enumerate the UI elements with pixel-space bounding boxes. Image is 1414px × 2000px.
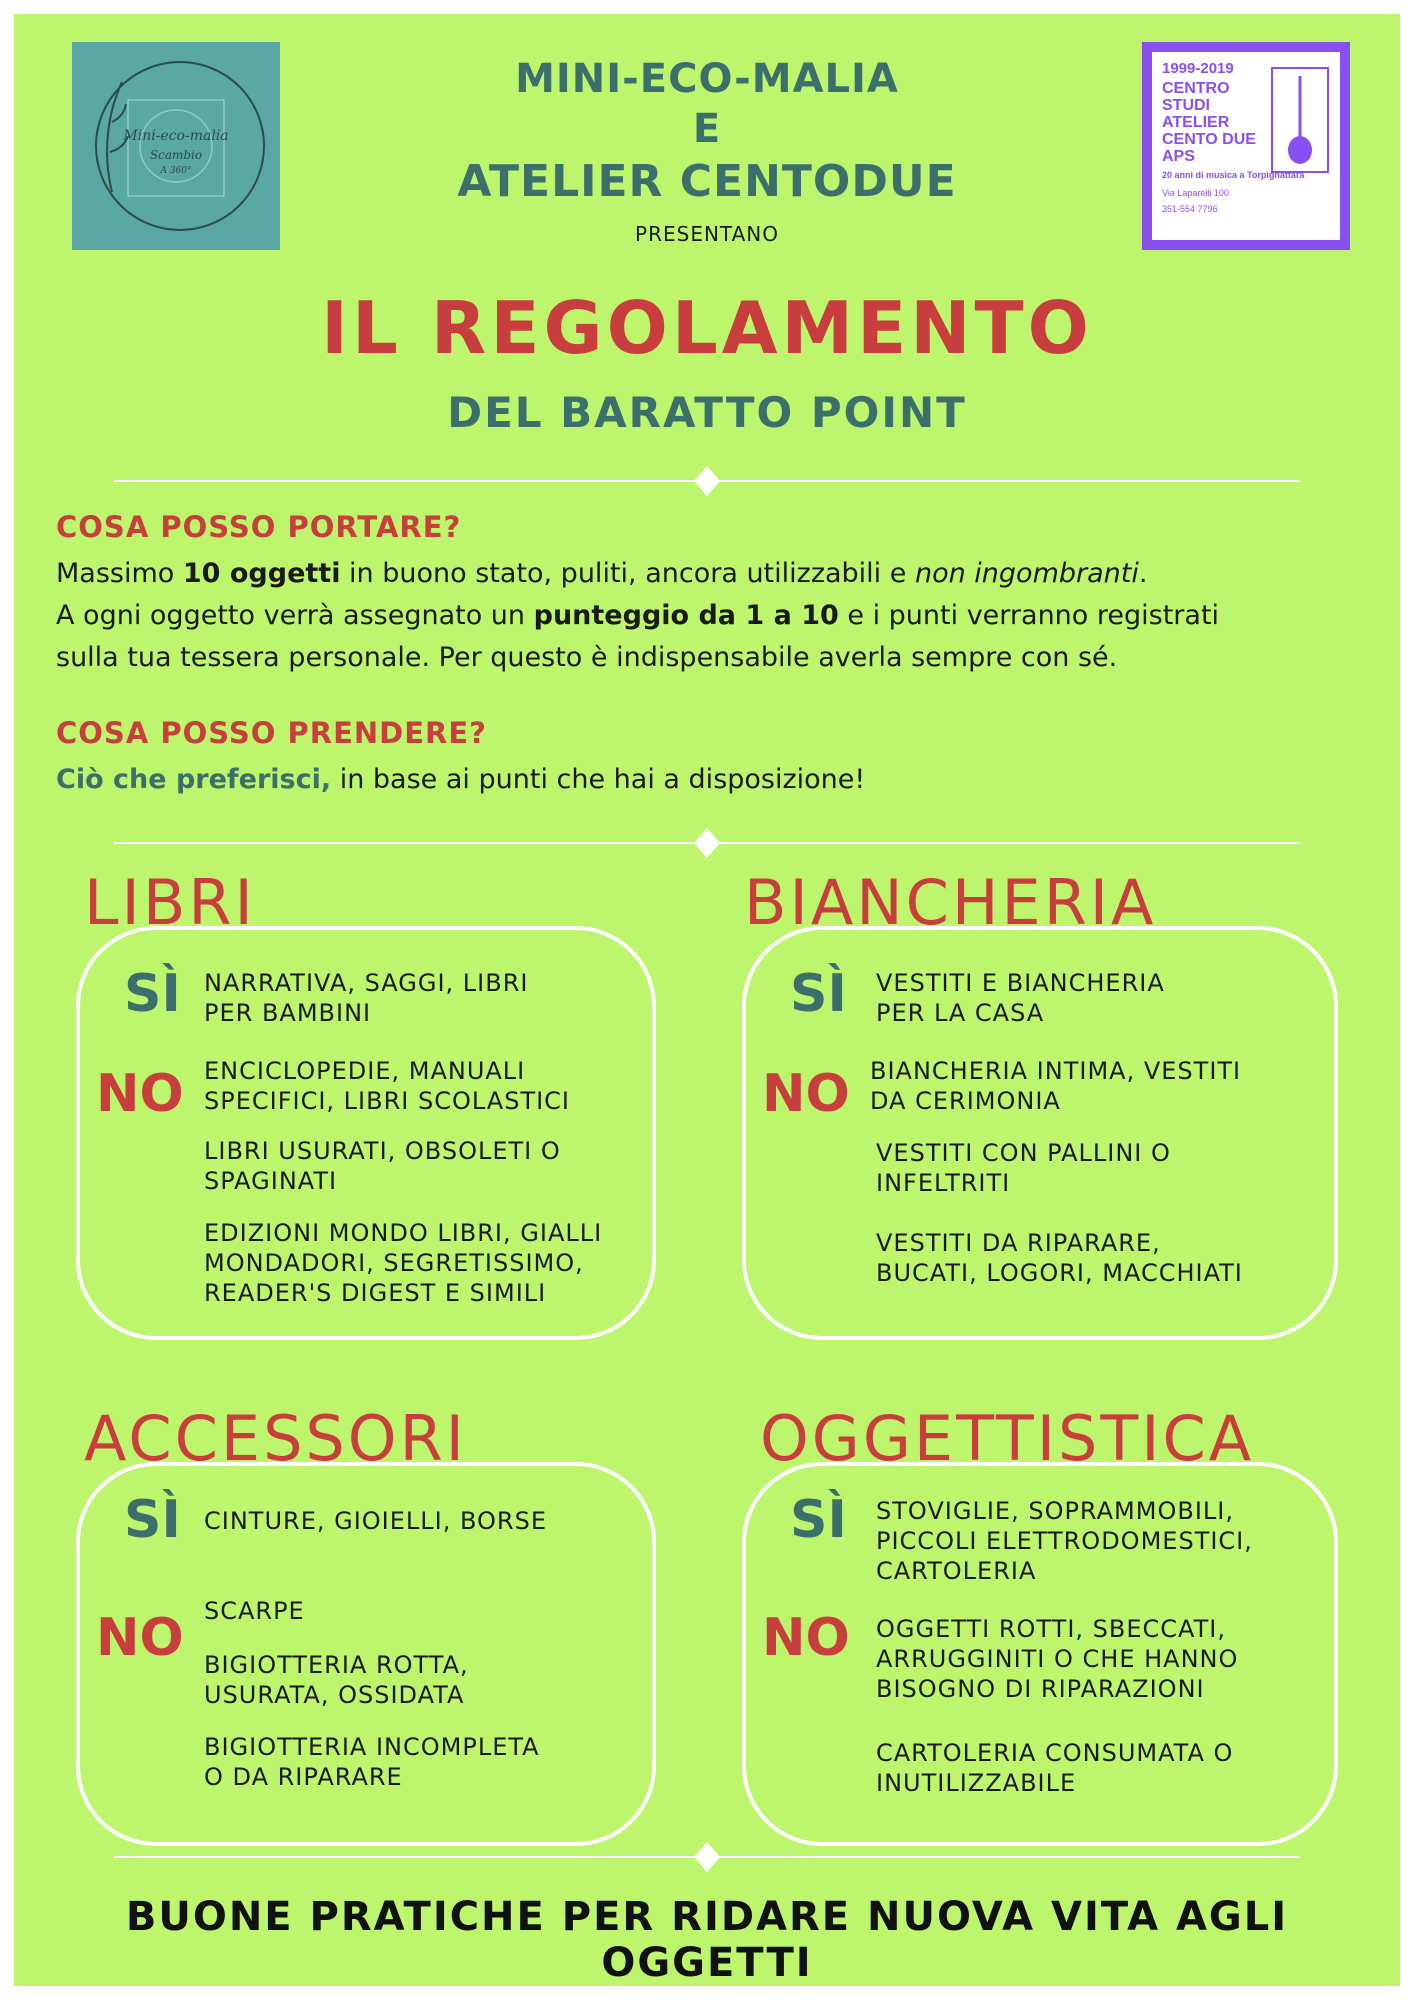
oggettistica-no-item-2: CARTOLERIA CONSUMATA O INUTILIZZABILE bbox=[876, 1739, 1234, 1797]
category-title-libri: LIBRI bbox=[84, 866, 256, 939]
divider-diamond-icon bbox=[114, 466, 1300, 496]
si-label: SÌ bbox=[124, 964, 181, 1024]
accessori-si-item: CINTURE, GIOIELLI, BORSE bbox=[204, 1507, 548, 1535]
footer-slogan: BUONE PRATICHE PER RIDARE NUOVA VITA AGLI OGGETTI bbox=[125, 1894, 1289, 1986]
header-line-2: E bbox=[692, 106, 722, 152]
biancheria-si-item: VESTITI E BIANCHERIA PER LA CASA bbox=[876, 969, 1165, 1027]
oggettistica-no-item-1: OGGETTI ROTTI, SBECCATI, ARRUGGINITI O CHE HANNO BISOGNO DI RIPARAZIONI bbox=[876, 1615, 1239, 1703]
logo-phone: 351-554 7796 bbox=[1162, 204, 1218, 214]
si-label: SÌ bbox=[790, 964, 847, 1024]
no-label: NO bbox=[762, 1608, 850, 1668]
biancheria-no-item-3: VESTITI DA RIPARARE, BUCATI, LOGORI, MACCHIATI bbox=[876, 1229, 1243, 1287]
no-label: NO bbox=[96, 1064, 184, 1124]
header-line-1: MINI-ECO-MALIA bbox=[515, 56, 899, 102]
divider-diamond-icon bbox=[114, 828, 1300, 858]
p2-b: punteggio da 1 a 10 bbox=[533, 600, 839, 631]
no-label: NO bbox=[96, 1608, 184, 1668]
p4-a: Ciò che preferisci, bbox=[56, 764, 332, 795]
accessori-no-item-1: SCARPE bbox=[204, 1597, 305, 1625]
libri-si-item: NARRATIVA, SAGGI, LIBRI PER BAMBINI bbox=[204, 969, 529, 1027]
question-prendere: COSA POSSO PRENDERE? bbox=[56, 716, 487, 750]
logo-name: CENTRO STUDI ATELIER CENTO DUE APS bbox=[1162, 80, 1256, 165]
p1-e: . bbox=[1138, 558, 1148, 589]
divider-diamond-icon bbox=[114, 1842, 1300, 1872]
category-title-biancheria: BIANCHERIA bbox=[744, 866, 1157, 939]
p1-d: non ingombranti bbox=[914, 558, 1139, 589]
paragraph-4 bbox=[56, 760, 865, 800]
oggettistica-si-item: STOVIGLIE, SOPRAMMOBILI, PICCOLI ELETTRODOMESTICI, CARTOLERIA bbox=[876, 1497, 1253, 1585]
logo-left-text-1: Mini-eco-malia bbox=[123, 128, 229, 144]
paragraph-3: sulla tua tessera personale. Per questo è indispensabile averla sempre con sé. bbox=[56, 642, 1118, 673]
p1-b: 10 oggetti bbox=[182, 558, 341, 589]
header-line-3: ATELIER CENTODUE bbox=[457, 156, 957, 207]
logo-address: Via Laparelli 100 bbox=[1162, 188, 1229, 198]
poster bbox=[14, 14, 1400, 1986]
libri-no-item-2: LIBRI USURATI, OBSOLETI O SPAGINATI bbox=[204, 1137, 561, 1195]
p1-c: in buono stato, puliti, ancora utilizzabili e bbox=[340, 558, 915, 589]
logo-years: 1999-2019 bbox=[1162, 60, 1234, 77]
p1-a: Massimo bbox=[56, 558, 183, 589]
paragraph-1 bbox=[56, 554, 1147, 594]
page-subtitle: DEL BARATTO POINT bbox=[447, 388, 967, 437]
p2-c: e i punti verranno registrati bbox=[838, 600, 1220, 631]
category-title-oggettistica: OGGETTISTICA bbox=[760, 1402, 1255, 1475]
page-title: IL REGOLAMENTO bbox=[321, 286, 1093, 370]
header-line-4: PRESENTANO bbox=[635, 222, 779, 246]
biancheria-no-item-1: BIANCHERIA INTIMA, VESTITI DA CERIMONIA bbox=[870, 1057, 1242, 1115]
logo-tagline: 20 anni di musica a Torpignattara bbox=[1162, 170, 1305, 180]
accessori-no-item-2: BIGIOTTERIA ROTTA, USURATA, OSSIDATA bbox=[204, 1651, 469, 1709]
category-title-accessori: ACCESSORI bbox=[84, 1402, 467, 1475]
accessori-no-item-3: BIGIOTTERIA INCOMPLETA O DA RIPARARE bbox=[204, 1733, 540, 1791]
logo-left-text-2: Scambio bbox=[149, 148, 203, 162]
si-label: SÌ bbox=[124, 1490, 181, 1550]
biancheria-no-item-2: VESTITI CON PALLINI O INFELTRITI bbox=[876, 1139, 1171, 1197]
question-portare: COSA POSSO PORTARE? bbox=[56, 510, 462, 544]
p2-a: A ogni oggetto verrà assegnato un bbox=[56, 600, 534, 631]
p4-b: in base ai punti che hai a disposizione! bbox=[331, 764, 866, 795]
libri-no-item-3: EDIZIONI MONDO LIBRI, GIALLI MONDADORI, SEGRETISSIMO, READER'S DIGEST E SIMILI bbox=[204, 1219, 603, 1307]
si-label: SÌ bbox=[790, 1490, 847, 1550]
paragraph-2 bbox=[56, 596, 1219, 636]
logo-left-text-3: A 360° bbox=[160, 166, 192, 176]
libri-no-item-1: ENCICLOPEDIE, MANUALI SPECIFICI, LIBRI SCOLASTICI bbox=[204, 1057, 571, 1115]
no-label: NO bbox=[762, 1064, 850, 1124]
